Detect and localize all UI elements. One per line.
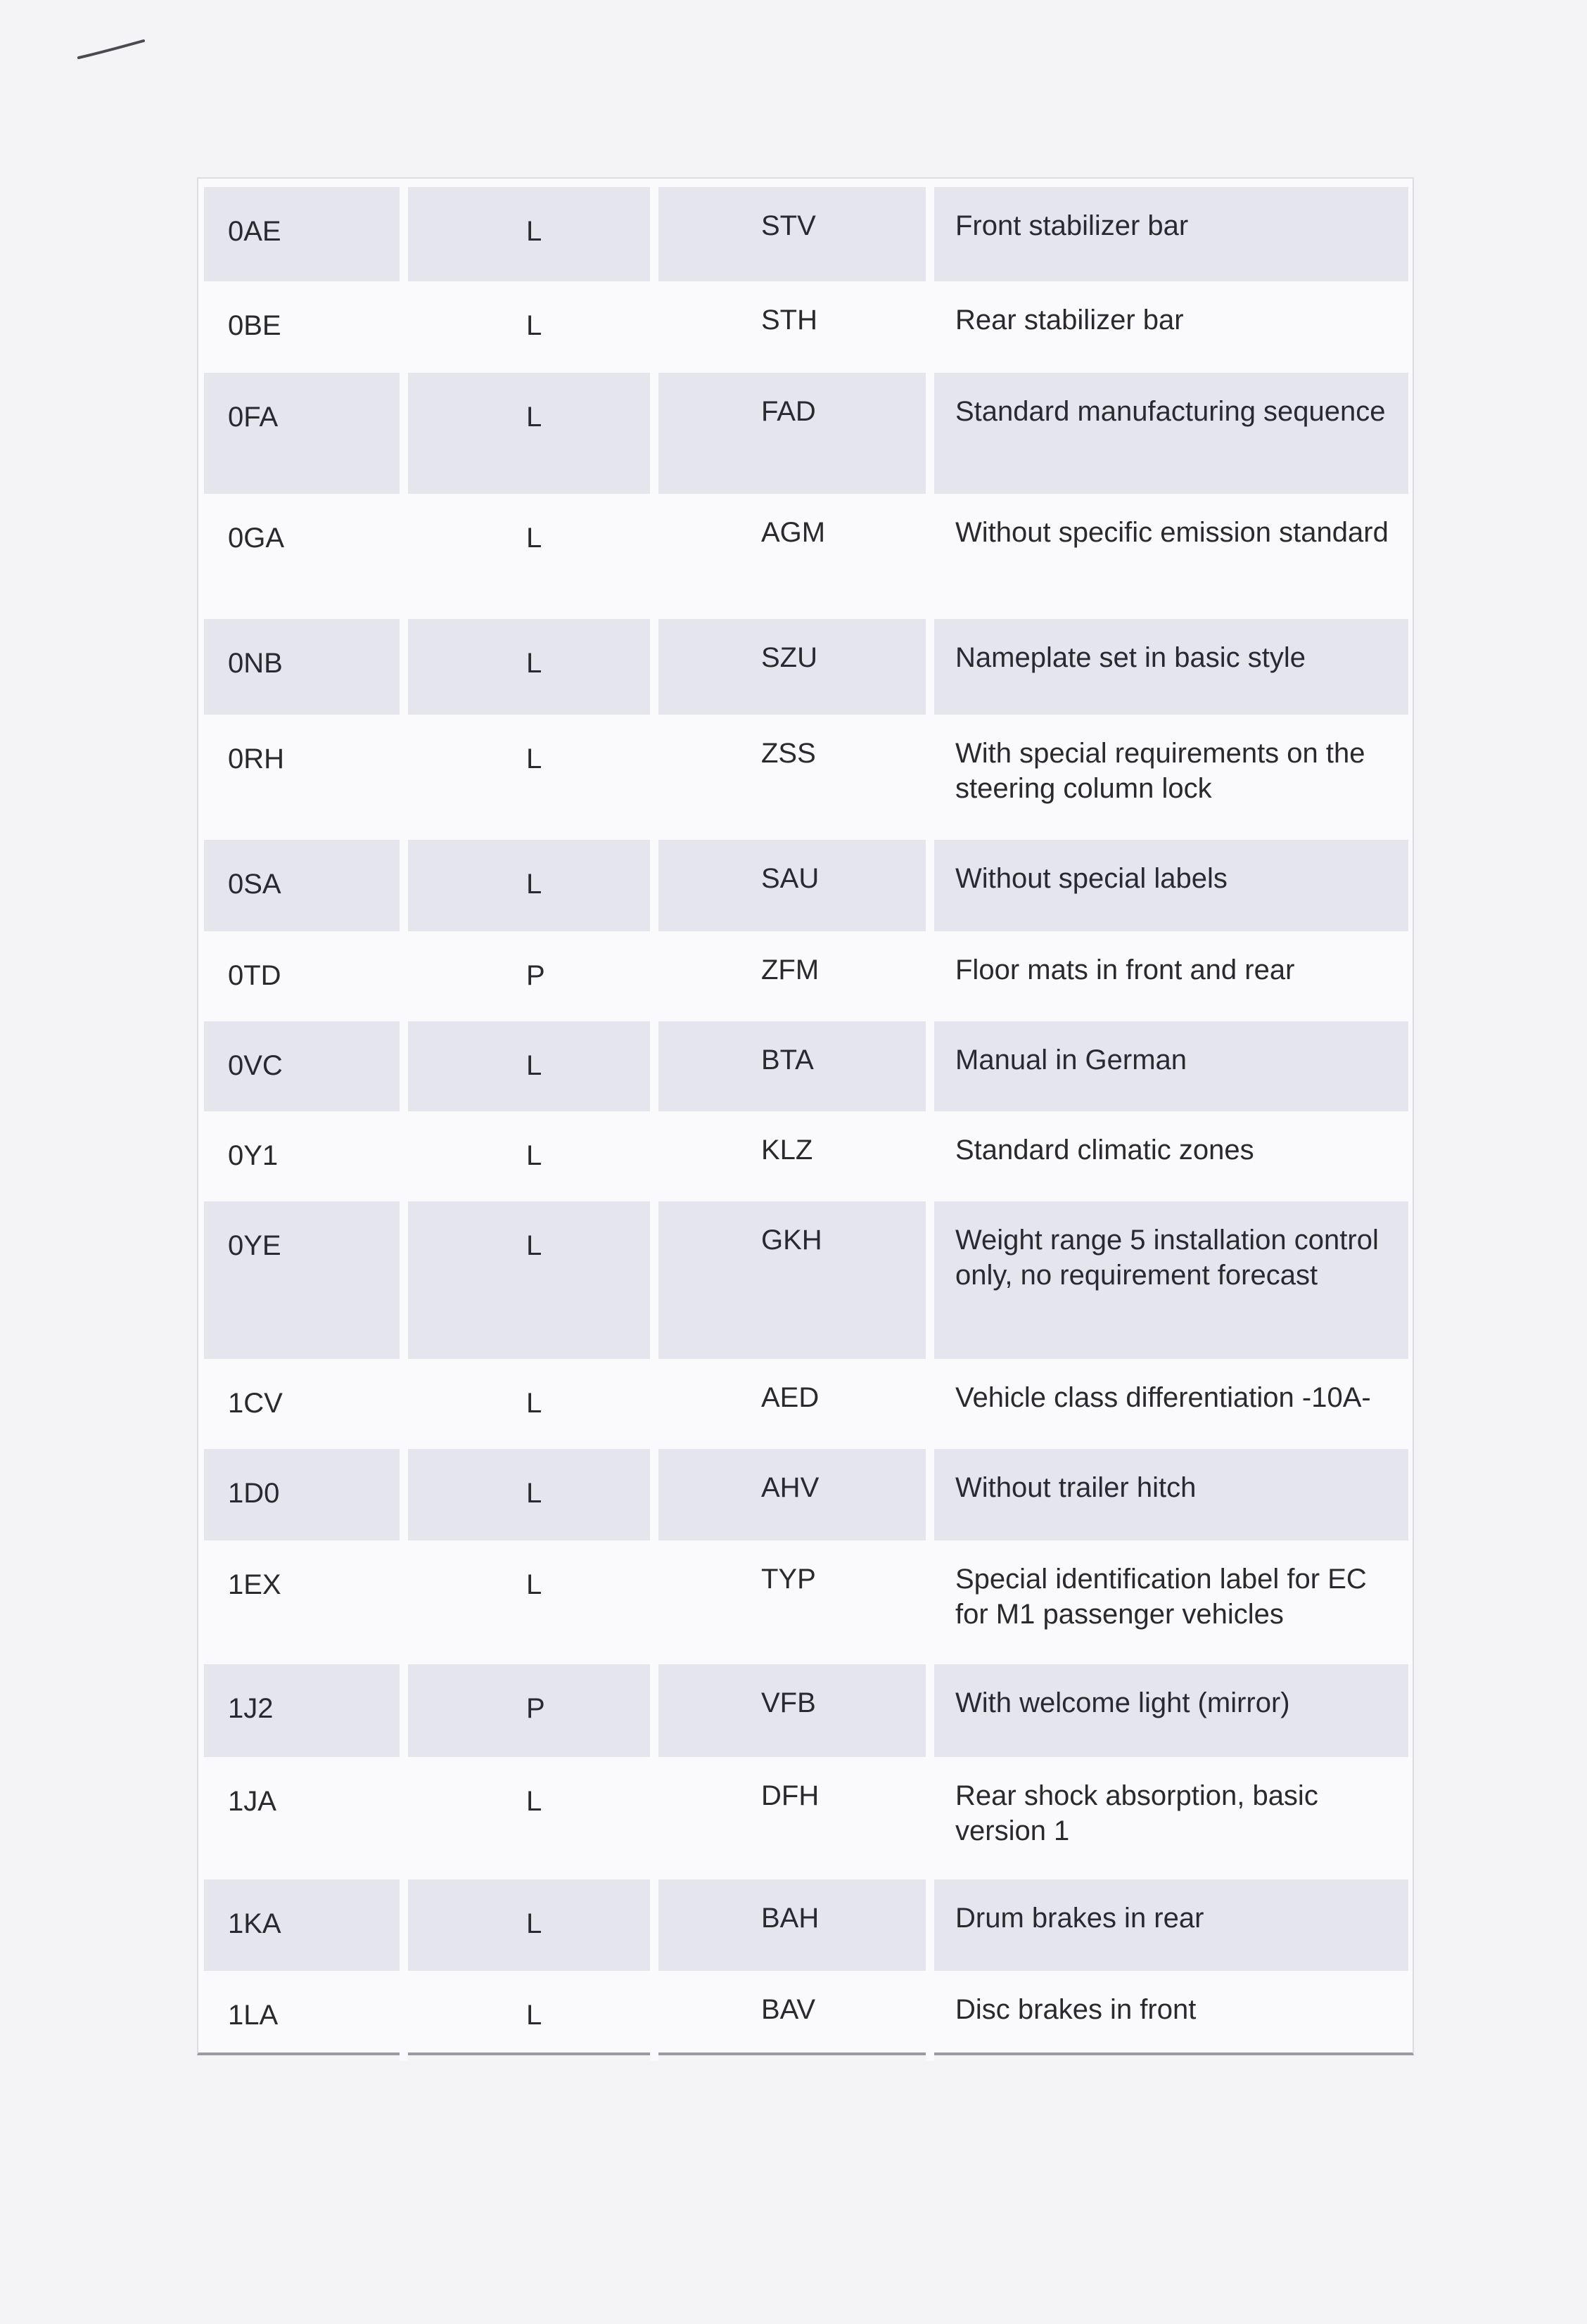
type-cell: L [408,1971,658,2061]
description-cell: Front stabilizer bar [934,187,1408,281]
family-cell: AGM [658,494,934,619]
type-cell: L [408,1540,658,1664]
code-cell: 0RH [204,715,408,840]
type-cell: L [408,1201,658,1359]
pen-mark-icon [76,37,146,62]
table-row [204,1879,1408,1971]
type-cell: L [408,1757,658,1879]
description-cell: Drum brakes in rear [934,1879,1408,1971]
code-cell: 1D0 [204,1449,408,1540]
table-row [204,1359,1408,1449]
code-cell: 0YE [204,1201,408,1359]
type-cell: L [408,1449,658,1540]
table-row [204,1540,1408,1664]
description-cell: Weight range 5 installation control only, no requirement forecast [934,1201,1408,1359]
description-cell: Floor mats in front and rear [955,954,1295,985]
description-cell: Special identification label for EC for M1 passenger vehicles [955,1564,1367,1630]
type-cell: L [408,619,658,715]
description-cell: Without specific emission standard [955,517,1389,548]
description-cell: Without special labels [934,840,1408,931]
table-row [204,619,1408,715]
type-cell: L [408,373,658,494]
table-row [204,1021,1408,1111]
type-cell: L [408,494,658,619]
code-cell: 0GA [204,494,408,619]
family-cell: STH [658,281,934,373]
code-cell: 1EX [204,1540,408,1664]
code-cell: 1J2 [204,1664,408,1757]
family-cell: ZSS [658,715,934,840]
family-cell: BAH [658,1879,934,1971]
code-cell: 1JA [204,1757,408,1879]
family-cell: AED [658,1359,934,1449]
description-cell: Disc brakes in front [955,1994,1197,2025]
code-cell: 0Y1 [204,1111,408,1201]
table-row [204,931,1408,1021]
code-cell: 0NB [204,619,408,715]
table-row [204,715,1408,840]
table-row [204,1971,1408,2061]
code-cell: 1LA [204,1971,408,2061]
type-cell: L [408,1021,658,1111]
family-cell: GKH [658,1201,934,1359]
type-cell: L [408,1879,658,1971]
code-cell: 0VC [204,1021,408,1111]
type-cell: L [408,715,658,840]
description-cell: Manual in German [934,1021,1408,1111]
family-cell: BAV [658,1971,934,2061]
type-cell: P [408,1664,658,1757]
family-cell: VFB [658,1664,934,1757]
description-cell: Vehicle class differentiation -10A- [955,1382,1371,1413]
description-cell: Standard climatic zones [955,1135,1254,1166]
code-cell: 1KA [204,1879,408,1971]
table-row [204,373,1408,494]
document-sheet [197,177,1414,2055]
family-cell: AHV [658,1449,934,1540]
description-cell: Without trailer hitch [934,1449,1408,1540]
family-cell: BTA [658,1021,934,1111]
code-cell: 0AE [204,187,408,281]
family-cell: KLZ [658,1111,934,1201]
family-cell: SZU [658,619,934,715]
family-cell: ZFM [658,931,934,1021]
description-cell: Rear stabilizer bar [955,305,1184,336]
type-cell: L [408,1111,658,1201]
table-row [204,1111,1408,1201]
table-row [204,840,1408,931]
code-cell: 0FA [204,373,408,494]
type-cell: P [408,931,658,1021]
description-cell: With special requirements on the steering column lock [955,738,1365,804]
table-row [204,1664,1408,1757]
description-cell: With welcome light (mirror) [934,1664,1408,1757]
family-cell: FAD [658,373,934,494]
family-cell: STV [658,187,934,281]
table-row [204,1201,1408,1359]
type-cell: L [408,1359,658,1449]
table-row [204,187,1408,281]
code-cell: 0TD [204,931,408,1021]
type-cell: L [408,281,658,373]
family-cell: TYP [658,1540,934,1664]
code-cell: 0BE [204,281,408,373]
code-cell: 0SA [204,840,408,931]
table-row [204,281,1408,373]
family-cell: DFH [658,1757,934,1879]
type-cell: L [408,840,658,931]
option-code-table [204,187,1408,2061]
description-cell: Rear shock absorption, basic version 1 [955,1780,1318,1846]
description-cell: Nameplate set in basic style [934,619,1408,715]
table-row [204,1757,1408,1879]
table-row [204,494,1408,619]
table-row [204,1449,1408,1540]
description-cell: Standard manufacturing sequence [934,373,1408,494]
type-cell: L [408,187,658,281]
family-cell: SAU [658,840,934,931]
code-cell: 1CV [204,1359,408,1449]
